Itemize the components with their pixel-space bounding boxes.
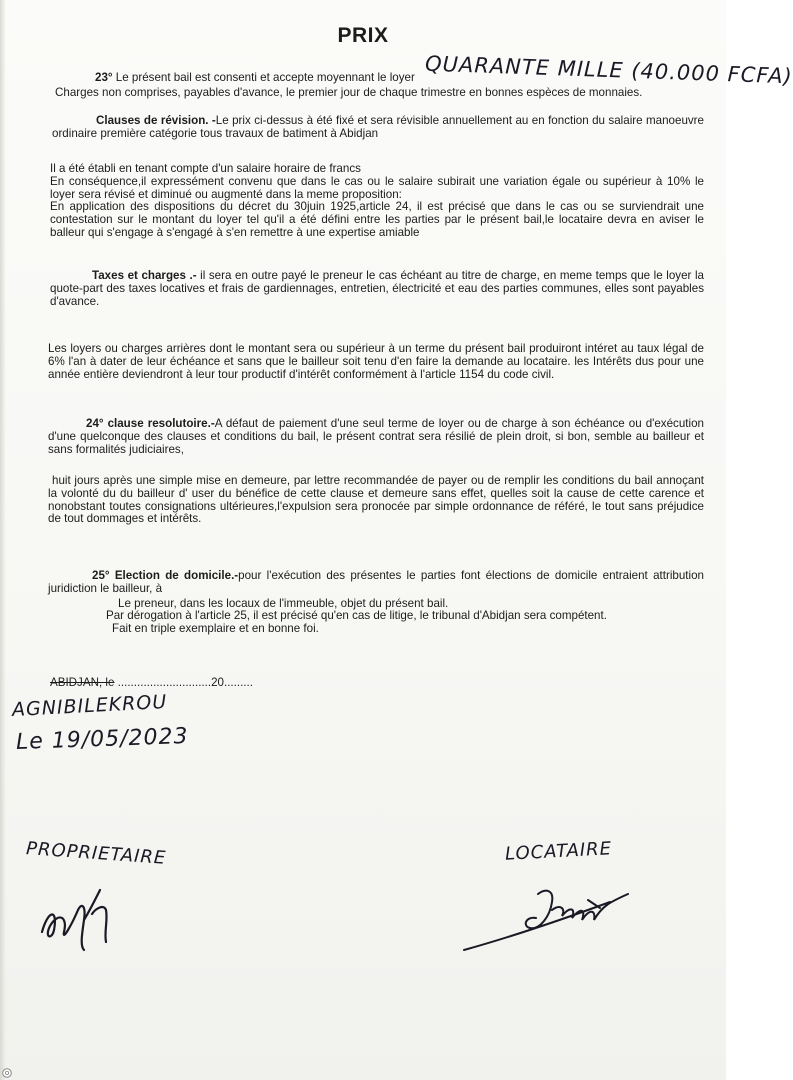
- page-title: PRIX: [337, 24, 389, 47]
- prix-text-line2: Charges non comprises, payables d'avance, le premier jour de chaque trimestre en bonnes espèces de monnaies.: [55, 85, 643, 99]
- taxes-label: Taxes et charges .-: [92, 269, 197, 282]
- proprietaire-label: PROPRIETAIRE: [25, 838, 167, 869]
- resolutoire-text: A défaut de paiement d'une seul terme de loyer ou de charge à son échéance ou d'exécution d'une quelconque des clauses et conditions du bail, le présent contrat sera résilié de plein droit, si bon, semble au bailleur et sans formalités judiciaires,: [48, 417, 704, 456]
- domicile-preneur: Le preneur, dans les locaux de l'immeuble, objet du présent bail.: [118, 596, 449, 610]
- salaire-line3: En application des dispositions du décret du 30juin 1925,article 24, il est précisé que dans le cas ou se surviendrait une contestation sur le montant du loyer tel qu'il a été défini entre les parties par le présent bail,le locataire devra en aviser le balleur qui s'engage à s'engagé à s'en remettre à une expertise amiable: [50, 200, 704, 239]
- resolutoire-clause-2: [48, 475, 704, 526]
- resolutoire-label: 24° clause resolutoire.-: [86, 417, 215, 430]
- locataire-label: LOCATAIRE: [504, 838, 613, 865]
- cc-license-icon: [2, 1068, 12, 1078]
- city-date-line: [50, 676, 253, 689]
- prix-text: Le présent bail est consenti et accepte moyennant le loyer: [115, 71, 415, 84]
- locataire-signature: [460, 880, 650, 955]
- city-struck: ABIDJAN, le: [50, 676, 115, 689]
- resolutoire-clause: [48, 418, 704, 456]
- handwritten-city: AGNIBILEKROU: [11, 690, 168, 722]
- taxes-text: il sera en outre payé le preneur le cas échéant au titre de charge, en meme temps que le loyer la quote-part des taxes locatives et frais de gardiennages, entretien, électricité et eau des parties communes, elles sont payables d'avance.: [50, 269, 704, 308]
- resolutoire-text2: huit jours après une simple mise en demeure, par lettre recommandée de payer ou de remplir les conditions du bail annoçant la volonté du du bailleur d' user du bénéfice de cette clause et demeure sans effet, quelles soit la cause de cette carence et nonobstant toutes consignations ultérieures,l'expulsion sera pronocée par simple ordonnance de référé, le tout sans préjudice de tout dommages et intérêts.: [48, 474, 704, 526]
- revision-text: Le prix ci-dessus à été fixé et sera révisible annuellement au en fonction du salaire manoeuvre ordinaire première catégorie tous travaux de batiment à Abidjan: [52, 114, 704, 140]
- domicile-label: 25° Election de domicile.-: [92, 569, 239, 582]
- salaire-line2: En conséquence,il expressément convenu que dans le cas ou le salaire subirait une variation égale ou supérieur à 10% le loyer sera révisé et diminué ou augmenté dans la meme proposition:: [50, 174, 704, 201]
- arrieres-clause: [48, 343, 704, 381]
- salaire-line1: Il a été établi en tenant compte d'un salaire horaire de francs: [50, 162, 361, 175]
- prix-number: 23°: [95, 71, 113, 84]
- proprietaire-signature: [34, 880, 124, 955]
- revision-label: Clauses de révision. -: [96, 114, 216, 127]
- arrieres-text: Les loyers ou charges arrières dont le montant sera ou supérieur à un terme du présent bail produiront intéret au taux légal de 6% l'an à dater de leur échéance et sans que le bailleur soit tenu d'en faire la demande au locataire. les Intérêts dus pour une année entière deviendront à leur tour productif d'intérêt conformément à l'article 1154 du code civil.: [48, 342, 704, 381]
- handwritten-date: Le 19/05/2023: [15, 723, 189, 756]
- domicile-clause: [48, 570, 704, 636]
- handwritten-rent-amount: QUARANTE MILLE (40.000 FCFA): [424, 51, 793, 89]
- domicile-triple: Fait en triple exemplaire et en bonne foi.: [112, 622, 319, 636]
- salaire-clause: [50, 163, 704, 240]
- taxes-clause: [50, 270, 704, 308]
- domicile-text: pour l'exécution des présentes le parties font élections de domicile entraient attribution juridiction le bailleur, à: [48, 569, 704, 595]
- date-placeholder: .............................20.........: [117, 676, 253, 689]
- domicile-derogation: Par dérogation à l'article 25, il est précisé qu'en cas de litige, le tribunal d'Abidjan sera compétent.: [106, 609, 607, 623]
- revision-clause: [52, 115, 704, 141]
